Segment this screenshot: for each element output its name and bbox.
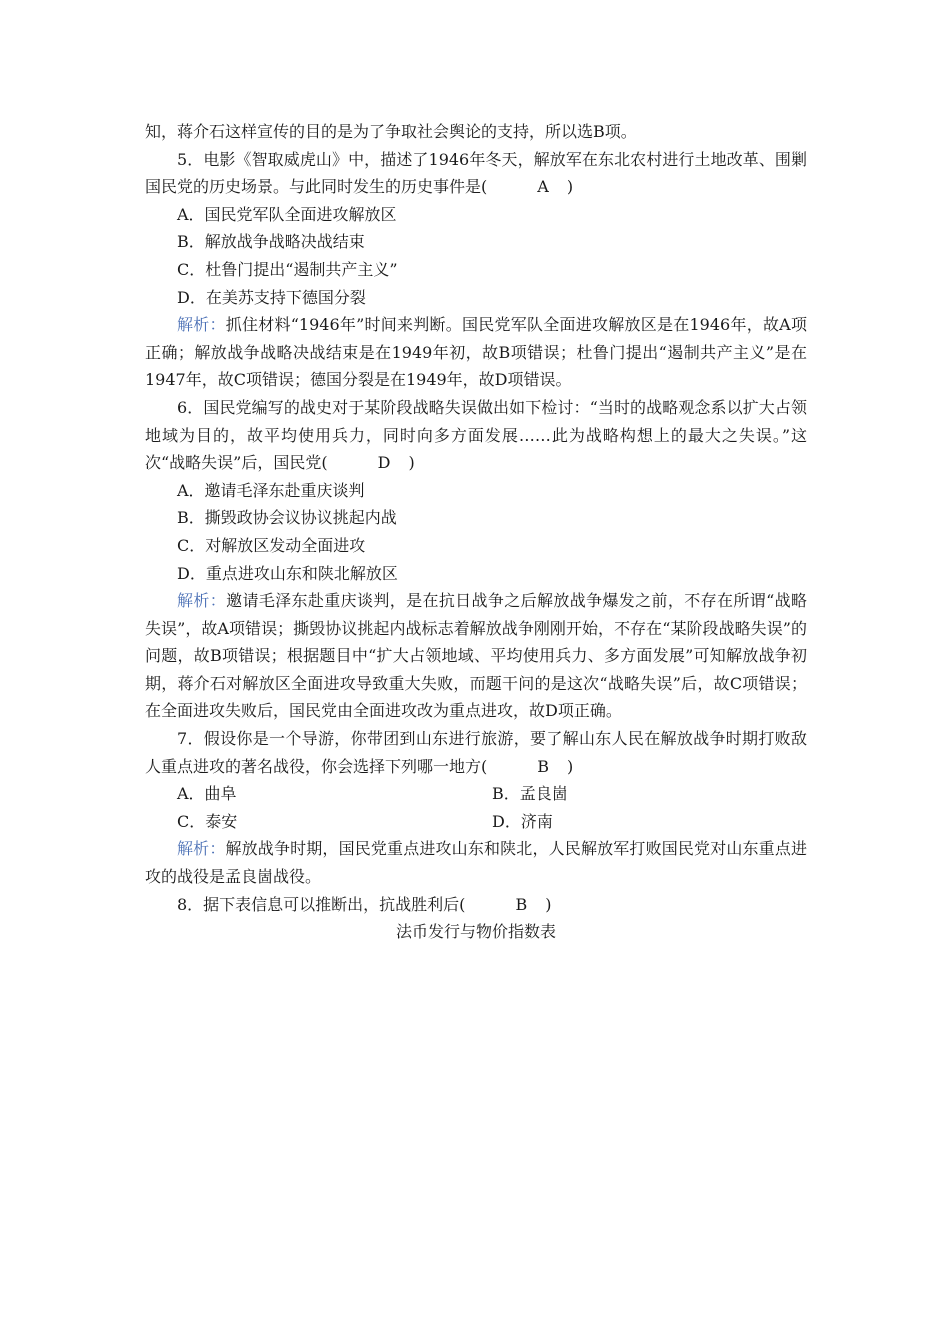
question-7-options-row-1 xyxy=(145,780,807,808)
question-7-close: ) xyxy=(551,756,574,776)
question-8-close: ) xyxy=(529,894,552,914)
question-7-analysis xyxy=(145,835,807,890)
question-5-answer: A xyxy=(537,177,549,197)
analysis-label: 解析： xyxy=(177,591,227,611)
question-6-option-b: B．撕毁政协会议协议挑起内战 xyxy=(177,508,397,528)
question-6-analysis xyxy=(145,587,807,725)
question-6-text: 6．国民党编写的战史对于某阶段战略失误做出如下检讨：“当时的战略观念系以扩大占领地域为目的，故平均使用兵力，同时向多方面发展……此为战略构想上的最大之失误。”这次“战略失误”后，国民党( xyxy=(145,397,807,473)
question-6-close: ) xyxy=(392,453,415,473)
question-5-option-b: B．解放战争战略决战结束 xyxy=(177,232,365,252)
question-5-text: 5．电影《智取威虎山》中，描述了1946年冬天，解放军在东北农村进行土地改革、围剿国民党的历史场景。与此同时发生的历史事件是( xyxy=(145,149,807,197)
document-page xyxy=(145,118,807,946)
analysis-text: 邀请毛泽东赴重庆谈判，是在抗日战争之后解放战争爆发之前，不存在所谓“战略失误”，故A项错误；撕毁协议挑起内战标志着解放战争刚刚开始，不存在“某阶段战略失误”的问题，故B项错误；根据题目中“扩大占领地域、平均使用兵力、多方面发展”可知解放战争初期，蒋介石对解放区全面进攻导致重大失败，而题干问的是这次“战略失误”后，故C项错误；在全面进攻失败后，国民党由全面进攻改为重点进攻，故D项正确。 xyxy=(145,591,807,721)
question-5-analysis xyxy=(145,311,807,394)
question-6-stem xyxy=(145,394,807,477)
question-6-option-a: A．邀请毛泽东赴重庆谈判 xyxy=(177,480,365,500)
question-6-option-c: C．对解放区发动全面进攻 xyxy=(177,535,366,555)
question-8-text: 8．据下表信息可以推断出，抗战胜利后( xyxy=(177,894,482,914)
question-7-text: 7．假设你是一个导游，你带团到山东进行旅游，要了解山东人民在解放战争时期打败敌人重点进攻的著名战役，你会选择下列哪一地方( xyxy=(145,729,807,776)
analysis-label: 解析： xyxy=(177,315,226,335)
question-7-option-b: B．孟良崮 xyxy=(492,784,568,804)
question-5-option-c: C．杜鲁门提出“遏制共产主义” xyxy=(177,259,398,279)
question-5-close: ) xyxy=(550,177,574,197)
question-8-stem xyxy=(145,891,807,919)
question-5-stem xyxy=(145,146,807,201)
analysis-label: 解析： xyxy=(177,839,226,859)
question-6-answer: D xyxy=(377,453,391,473)
question-5-option-d: D．在美苏支持下德国分裂 xyxy=(177,287,366,307)
intro-paragraph: 知，蒋介石这样宣传的目的是为了争取社会舆论的支持，所以选B项。 xyxy=(145,122,637,141)
analysis-text: 解放战争时期，国民党重点进攻山东和陕北，人民解放军打败国民党对山东重点进攻的战役是孟良崮战役。 xyxy=(145,839,807,887)
analysis-text: 抓住材料“1946年”时间来判断。国民党军队全面进攻解放区是在1946年，故A项正确；解放战争战略决战结束是在1949年初，故B项错误；杜鲁门提出“遏制共产主义”是在1947年，故C项错误；德国分裂是在1949年，故D项错误。 xyxy=(145,315,807,390)
question-7-options-row-2 xyxy=(145,808,807,836)
question-5-option-a: A．国民党军队全面进攻解放区 xyxy=(177,204,397,224)
question-6-option-d: D．重点进攻山东和陕北解放区 xyxy=(177,563,398,583)
question-7-option-c: C．泰安 xyxy=(177,811,238,831)
question-7-stem xyxy=(145,725,807,780)
question-7-option-a: A．曲阜 xyxy=(177,784,237,804)
question-7-answer: B xyxy=(537,756,550,776)
question-8-answer: B xyxy=(515,894,528,914)
table-title: 法币发行与物价指数表 xyxy=(395,922,556,942)
question-7-option-d: D．济南 xyxy=(492,811,553,831)
